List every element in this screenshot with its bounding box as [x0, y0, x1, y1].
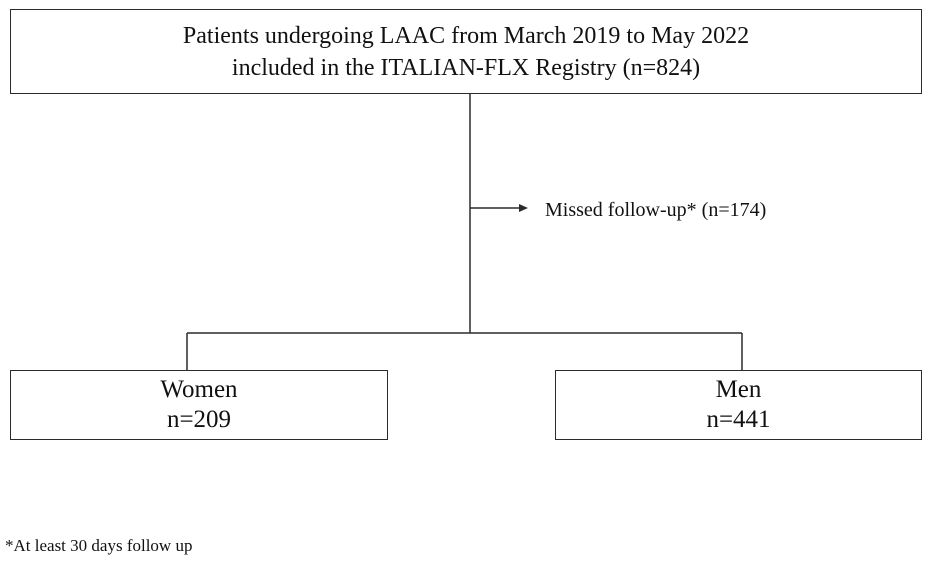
women-box — [10, 370, 388, 440]
exclusion-arrowhead — [519, 204, 528, 212]
enrollment-line-2: included in the ITALIAN-FLX Registry (n=824) — [231, 54, 701, 81]
men-count: n=441 — [706, 406, 771, 433]
enrollment-line-1: Patients undergoing LAAC from March 2019 to May 2022 — [182, 22, 750, 49]
exclusion-label: Missed follow-up* (n=174) — [545, 199, 767, 221]
men-box — [555, 370, 922, 440]
women-count: n=209 — [166, 406, 232, 433]
women-title: Women — [160, 376, 238, 403]
men-title: Men — [715, 376, 762, 403]
footnote: *At least 30 days follow up — [5, 536, 193, 555]
enrollment-box — [10, 9, 922, 94]
